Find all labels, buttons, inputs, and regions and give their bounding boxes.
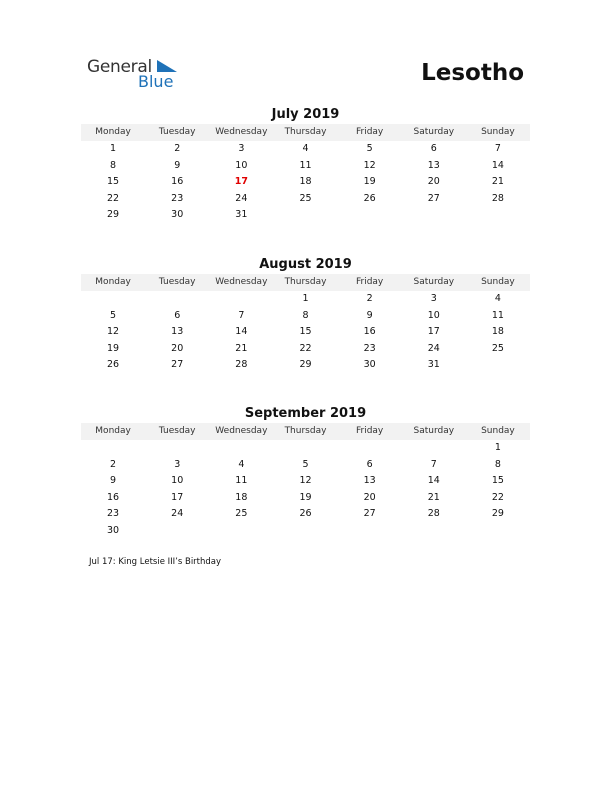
day-cell: 22	[107, 192, 120, 204]
day-cell: 9	[174, 159, 181, 171]
day-cell: 4	[494, 293, 501, 304]
day-cell: 10	[235, 159, 248, 171]
day-cell: 27	[171, 359, 184, 371]
weekday-label: Saturday	[413, 426, 455, 436]
day-cell: 7	[430, 458, 437, 470]
day-cell: 13	[171, 326, 184, 338]
day-cell: 7	[494, 143, 501, 154]
day-cell: 29	[299, 359, 312, 371]
day-cell: 30	[171, 209, 184, 221]
month-title: August 2019	[259, 257, 352, 272]
day-cell	[145, 291, 209, 308]
day-cell: 2	[366, 293, 373, 304]
day-cell: 25	[299, 192, 312, 204]
day-cell: 24	[171, 508, 184, 520]
day-cell	[209, 291, 273, 308]
weekday-label: Thursday	[284, 127, 327, 137]
day-cell: 28	[427, 508, 440, 520]
day-cell	[466, 523, 530, 540]
day-cell: 1	[494, 442, 501, 453]
day-cell: 11	[299, 159, 312, 171]
day-cell: 23	[107, 508, 120, 520]
day-cell: 21	[491, 176, 504, 188]
day-cell: 15	[299, 326, 312, 338]
day-cell: 4	[302, 143, 309, 154]
day-cell	[466, 357, 530, 374]
day-cell: 18	[491, 326, 504, 338]
day-cell: 31	[427, 359, 440, 371]
day-cell: 30	[107, 524, 120, 536]
day-cell: 13	[363, 475, 376, 487]
day-cell: 5	[302, 458, 309, 470]
day-cell: 8	[110, 159, 117, 171]
weekday-label: Wednesday	[215, 426, 268, 436]
day-cell: 10	[171, 475, 184, 487]
day-cell: 12	[363, 159, 376, 171]
day-cell: 27	[427, 192, 440, 204]
day-cell	[273, 440, 337, 457]
day-cell	[81, 440, 145, 457]
month-september	[81, 405, 530, 540]
day-cell: 17	[427, 326, 440, 338]
day-cell: 14	[491, 159, 504, 171]
day-cell: 22	[491, 491, 504, 503]
day-cell: 6	[366, 458, 373, 470]
day-cell: 25	[491, 342, 504, 354]
weekday-label: Monday	[95, 277, 131, 287]
day-cell	[81, 291, 145, 308]
day-cell	[273, 523, 337, 540]
weekday-label: Monday	[95, 426, 131, 436]
day-cell: 20	[363, 491, 376, 503]
day-cell: 1	[302, 293, 309, 304]
weekday-label: Thursday	[284, 426, 327, 436]
day-cell: 4	[238, 458, 245, 470]
day-cell: 12	[299, 475, 312, 487]
day-cell: 11	[491, 309, 504, 321]
day-cell: 15	[491, 475, 504, 487]
day-cell: 19	[107, 342, 120, 354]
day-cell: 2	[174, 143, 181, 154]
day-cell	[209, 440, 273, 457]
day-cell: 27	[363, 508, 376, 520]
day-cell: 3	[174, 458, 181, 470]
day-grid	[81, 291, 530, 374]
day-cell	[338, 207, 402, 224]
day-cell: 8	[302, 309, 309, 321]
logo-blue-text: Blue	[138, 72, 174, 91]
day-cell: 16	[363, 326, 376, 338]
day-cell	[466, 207, 530, 224]
month-title: September 2019	[244, 406, 367, 421]
weekday-label: Sunday	[481, 277, 515, 287]
day-cell: 5	[110, 309, 117, 321]
day-cell	[338, 523, 402, 540]
day-cell: 23	[171, 192, 184, 204]
day-cell	[273, 207, 337, 224]
day-cell: 30	[363, 359, 376, 371]
logo-triangle-icon	[157, 60, 177, 72]
day-cell: 19	[363, 176, 376, 188]
day-cell: 29	[491, 508, 504, 520]
day-cell: 3	[238, 143, 245, 154]
day-cell: 14	[235, 326, 248, 338]
day-cell: 17	[234, 176, 248, 188]
weekday-header-row	[81, 124, 530, 141]
day-cell: 24	[235, 192, 248, 204]
weekday-label: Wednesday	[215, 127, 268, 137]
day-cell	[145, 440, 209, 457]
day-cell: 26	[107, 359, 120, 371]
day-cell: 9	[110, 475, 117, 487]
weekday-label: Saturday	[413, 127, 455, 137]
day-cell	[402, 440, 466, 457]
day-cell: 3	[430, 293, 437, 304]
logo-general-text: General	[87, 57, 152, 77]
day-cell: 5	[366, 143, 373, 154]
day-cell: 18	[235, 491, 248, 503]
day-cell: 31	[235, 209, 248, 221]
day-cell: 25	[235, 508, 248, 520]
day-cell: 19	[299, 491, 312, 503]
month-july	[81, 106, 530, 224]
weekday-label: Friday	[355, 277, 384, 287]
day-cell: 21	[427, 491, 440, 503]
day-cell: 28	[491, 192, 504, 204]
day-cell: 26	[363, 192, 376, 204]
day-cell: 8	[494, 458, 501, 470]
month-august	[81, 256, 530, 374]
day-cell: 23	[363, 342, 376, 354]
day-cell	[402, 523, 466, 540]
general-blue-logo	[87, 56, 187, 92]
day-cell: 9	[366, 309, 373, 321]
day-cell: 12	[107, 326, 120, 338]
day-cell: 20	[427, 176, 440, 188]
holiday-note: Jul 17: King Letsie III’s Birthday	[89, 557, 222, 567]
weekday-label: Wednesday	[215, 277, 268, 287]
day-cell: 16	[171, 176, 184, 188]
day-cell: 14	[427, 475, 440, 487]
day-cell: 15	[107, 176, 120, 188]
day-cell: 18	[299, 176, 312, 188]
weekday-label: Tuesday	[158, 127, 196, 137]
day-cell: 2	[110, 458, 117, 470]
day-cell	[402, 207, 466, 224]
day-cell: 1	[110, 143, 117, 154]
day-cell: 20	[171, 342, 184, 354]
day-cell: 16	[107, 491, 120, 503]
weekday-label: Sunday	[481, 426, 515, 436]
day-cell: 13	[427, 159, 440, 171]
day-cell: 22	[299, 342, 312, 354]
weekday-label: Monday	[95, 127, 131, 137]
weekday-label: Sunday	[481, 127, 515, 137]
day-cell: 10	[427, 309, 440, 321]
weekday-label: Tuesday	[158, 277, 196, 287]
weekday-header-row	[81, 423, 530, 440]
day-cell	[145, 523, 209, 540]
day-grid	[81, 141, 530, 224]
day-cell	[209, 523, 273, 540]
weekday-label: Tuesday	[158, 426, 196, 436]
day-cell: 6	[174, 309, 181, 321]
day-cell: 28	[235, 359, 248, 371]
country-title: Lesotho	[421, 60, 524, 86]
day-cell: 26	[299, 508, 312, 520]
day-grid	[81, 440, 530, 540]
day-cell	[338, 440, 402, 457]
weekday-label: Friday	[355, 127, 384, 137]
day-cell: 24	[427, 342, 440, 354]
day-cell: 11	[235, 475, 248, 487]
day-cell: 21	[235, 342, 248, 354]
holiday-notes	[89, 556, 221, 568]
weekday-label: Saturday	[413, 277, 455, 287]
day-cell: 6	[430, 143, 437, 154]
day-cell: 17	[171, 491, 184, 503]
weekday-label: Friday	[355, 426, 384, 436]
month-title: July 2019	[271, 107, 340, 122]
weekday-header-row	[81, 274, 530, 291]
day-cell: 7	[238, 309, 245, 321]
weekday-label: Thursday	[284, 277, 327, 287]
day-cell: 29	[107, 209, 120, 221]
